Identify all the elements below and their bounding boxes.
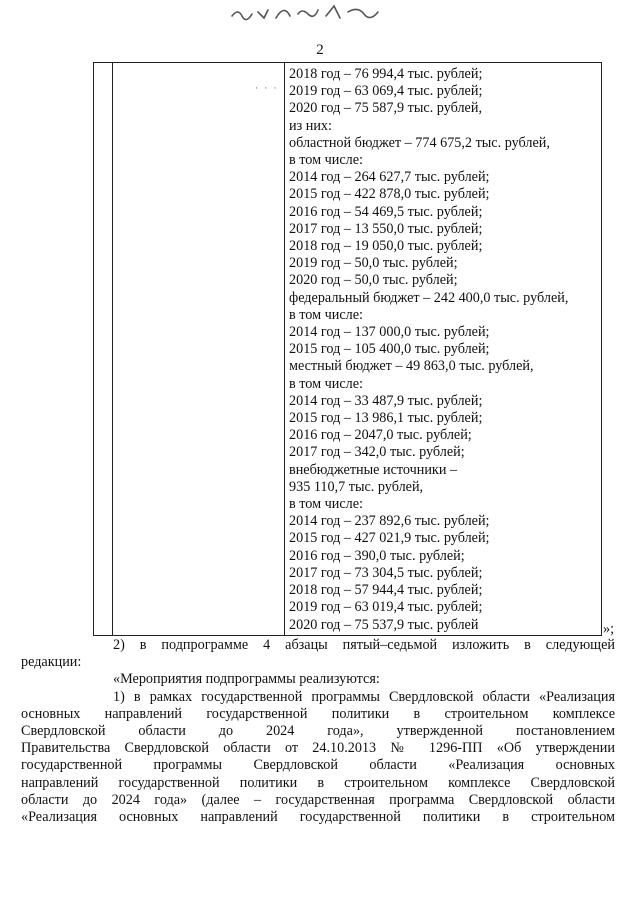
measures-intro: «Мероприятия подпрограммы реализуются: bbox=[113, 671, 380, 688]
funding-line: 2019 год – 50,0 тыс. рублей; bbox=[289, 255, 458, 272]
funding-line: 2016 год – 2047,0 тыс. рублей; bbox=[289, 427, 472, 444]
table-divider-1 bbox=[112, 63, 113, 635]
funding-line: 2018 год – 76 994,4 тыс. рублей; bbox=[289, 66, 483, 82]
funding-table bbox=[93, 62, 602, 636]
funding-line: 2015 год – 13 986,1 тыс. рублей; bbox=[289, 410, 483, 427]
funding-line: 2020 год – 75 537,9 тыс. рублей bbox=[289, 616, 479, 633]
funding-line: 2015 год – 427 021,9 тыс. рублей; bbox=[289, 530, 490, 547]
item-2-line-1: 2) в подпрограмме 4 абзацы пятый–седьмой изложить в следующей bbox=[113, 637, 615, 653]
paragraph-1 bbox=[21, 688, 615, 827]
funding-line: 2017 год – 342,0 тыс. рублей; bbox=[289, 444, 465, 461]
funding-line: 2019 год – 63 019,4 тыс. рублей; bbox=[289, 599, 483, 616]
funding-line: 2020 год – 75 587,9 тыс. рублей, bbox=[289, 100, 482, 117]
table-divider-2 bbox=[284, 63, 285, 635]
funding-line: из них: bbox=[289, 117, 332, 134]
funding-line: внебюджетные источники – bbox=[289, 461, 458, 478]
funding-line: 2014 год – 33 487,9 тыс. рублей; bbox=[289, 392, 483, 409]
funding-line: 2014 год – 237 892,6 тыс. рублей; bbox=[289, 513, 490, 530]
scan-speckle: · · · bbox=[255, 83, 279, 93]
funding-line: 935 110,7 тыс. рублей, bbox=[289, 478, 424, 495]
handwritten-mark bbox=[228, 0, 398, 26]
funding-line: федеральный бюджет – 242 400,0 тыс. рублей, bbox=[289, 289, 569, 306]
funding-line: 2019 год – 63 069,4 тыс. рублей; bbox=[289, 83, 483, 100]
funding-line: 2015 год – 422 878,0 тыс. рублей; bbox=[289, 186, 490, 203]
funding-line: в том числе: bbox=[289, 496, 363, 513]
funding-line: в том числе: bbox=[289, 152, 363, 169]
funding-line: 2015 год – 105 400,0 тыс. рублей; bbox=[289, 341, 490, 358]
paragraph-1-line: Правительства Свердловской области от 24.10.2013 № 1296-ПП «Об утверждении bbox=[21, 740, 615, 757]
funding-line: 2016 год – 390,0 тыс. рублей; bbox=[289, 547, 465, 564]
item-2-line-2: редакции: bbox=[21, 654, 82, 671]
funding-line: 2017 год – 73 304,5 тыс. рублей; bbox=[289, 564, 483, 581]
funding-line: 2016 год – 54 469,5 тыс. рублей; bbox=[289, 203, 483, 220]
paragraph-1-line: Свердловской области до 2024 года», утвержденной постановлением bbox=[21, 723, 615, 740]
document-body bbox=[21, 637, 615, 826]
funding-line: в том числе: bbox=[289, 306, 363, 323]
paragraph-1-line: основных направлений государственной политики в строительном комплексе bbox=[21, 705, 615, 722]
paragraph-1-line: 1) в рамках государственной программы Свердловской области «Реализация bbox=[113, 688, 615, 705]
paragraph-1-line: направлений государственной политики в строительном комплексе Свердловской bbox=[21, 774, 615, 791]
closing-quote: »; bbox=[603, 621, 615, 637]
funding-line: 2014 год – 264 627,7 тыс. рублей; bbox=[289, 169, 490, 186]
funding-line: 2018 год – 19 050,0 тыс. рублей; bbox=[289, 238, 483, 255]
paragraph-1-line: государственной программы Свердловской области «Реализация основных bbox=[21, 757, 615, 774]
funding-line: 2018 год – 57 944,4 тыс. рублей; bbox=[289, 582, 483, 599]
paragraph-1-line: «Реализация основных направлений государственной политики в строительном bbox=[21, 809, 615, 826]
page-number: 2 bbox=[316, 42, 324, 58]
paragraph-1-line: области до 2024 года» (далее – государственная программа Свердловской области bbox=[21, 791, 615, 808]
funding-line: областной бюджет – 774 675,2 тыс. рублей, bbox=[289, 134, 550, 151]
funding-line: местный бюджет – 49 863,0 тыс. рублей, bbox=[289, 358, 534, 375]
funding-line: в том числе: bbox=[289, 375, 363, 392]
funding-cell bbox=[289, 66, 568, 634]
funding-line: 2014 год – 137 000,0 тыс. рублей; bbox=[289, 324, 490, 341]
funding-line: 2020 год – 50,0 тыс. рублей; bbox=[289, 272, 458, 289]
funding-line: 2017 год – 13 550,0 тыс. рублей; bbox=[289, 220, 483, 237]
